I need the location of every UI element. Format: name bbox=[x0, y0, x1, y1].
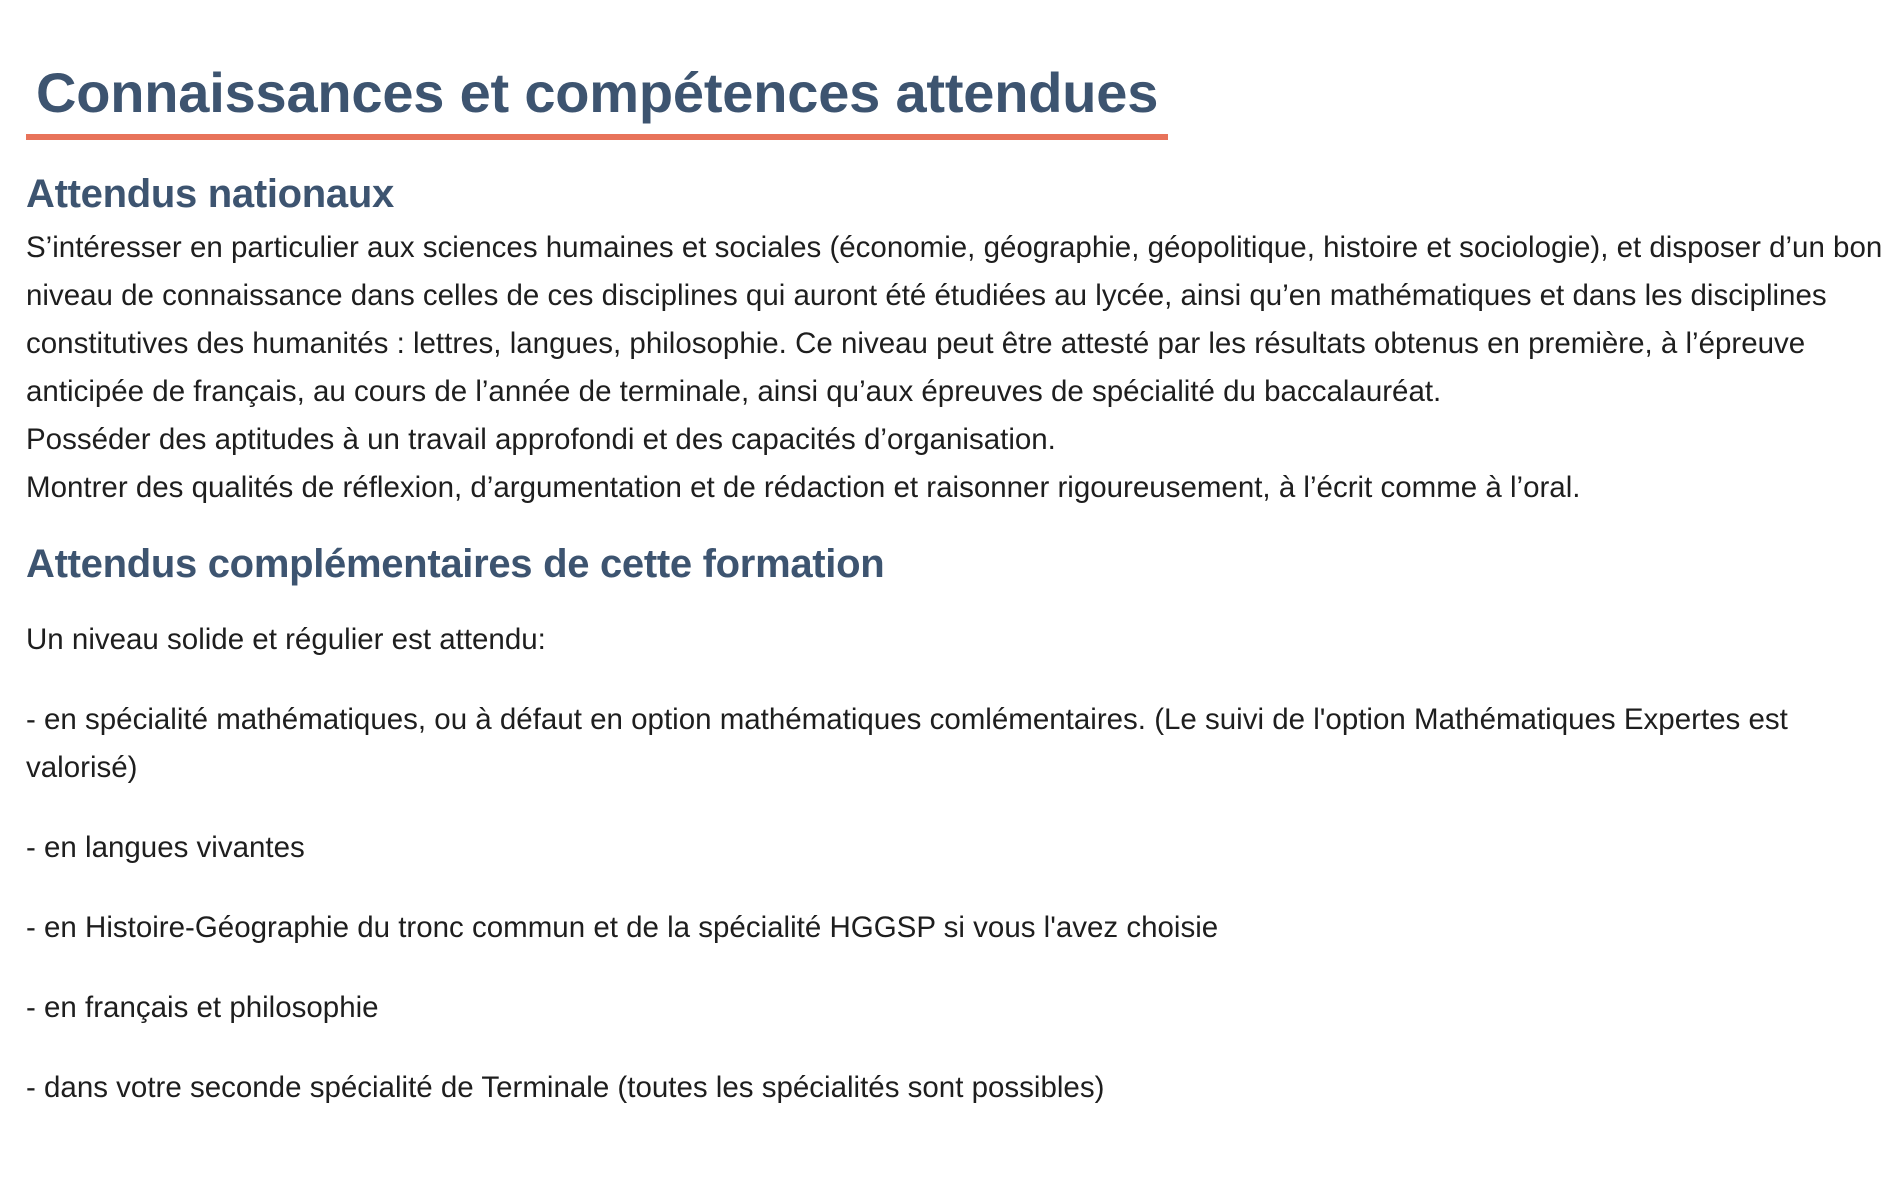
list-item: - en spécialité mathématiques, ou à défaut en option mathématiques comlémentaires. (Le suivi de l'option Mathématiques Expertes est valorisé) bbox=[26, 702, 1788, 784]
paragraph: Posséder des aptitudes à un travail approfondi et des capacités d’organisation. bbox=[26, 422, 1056, 456]
paragraph: Montrer des qualités de réflexion, d’argumentation et de rédaction et raisonner rigoureusement, à l’écrit comme à l’oral. bbox=[26, 470, 1581, 504]
section-body-attendus-nationaux bbox=[26, 224, 1904, 512]
list-item: - en langues vivantes bbox=[26, 830, 305, 864]
paragraph: Un niveau solide et régulier est attendu: bbox=[26, 622, 546, 656]
section-heading-attendus-complementaires: Attendus complémentaires de cette formation bbox=[26, 541, 885, 586]
list-item: - en français et philosophie bbox=[26, 990, 379, 1024]
list-item: - dans votre seconde spécialité de Terminale (toutes les spécialités sont possibles) bbox=[26, 1070, 1105, 1104]
page-content bbox=[26, 0, 1904, 1144]
section-heading-attendus-nationaux: Attendus nationaux bbox=[26, 171, 394, 216]
section-body-attendus-complementaires bbox=[26, 616, 1904, 1112]
page-title: Connaissances et compétences attendues bbox=[26, 62, 1168, 140]
list-item: - en Histoire-Géographie du tronc commun et de la spécialité HGGSP si vous l'avez choisie bbox=[26, 910, 1219, 944]
paragraph: S’intéresser en particulier aux sciences humaines et sociales (économie, géographie, géopolitique, histoire et sociologie), et disposer d’un bon niveau de connaissance dans celles de ces disciplines qui auront été étudiées au lycée, ainsi qu’en mathématiques et dans les disciplines constitutives des humanités : lettres, langues, philosophie. Ce niveau peut être attesté par les résultats obtenus en première, à l’épreuve anticipée de français, au cours de l’année de terminale, ainsi qu’aux épreuves de spécialité du baccalauréat. bbox=[26, 230, 1883, 408]
